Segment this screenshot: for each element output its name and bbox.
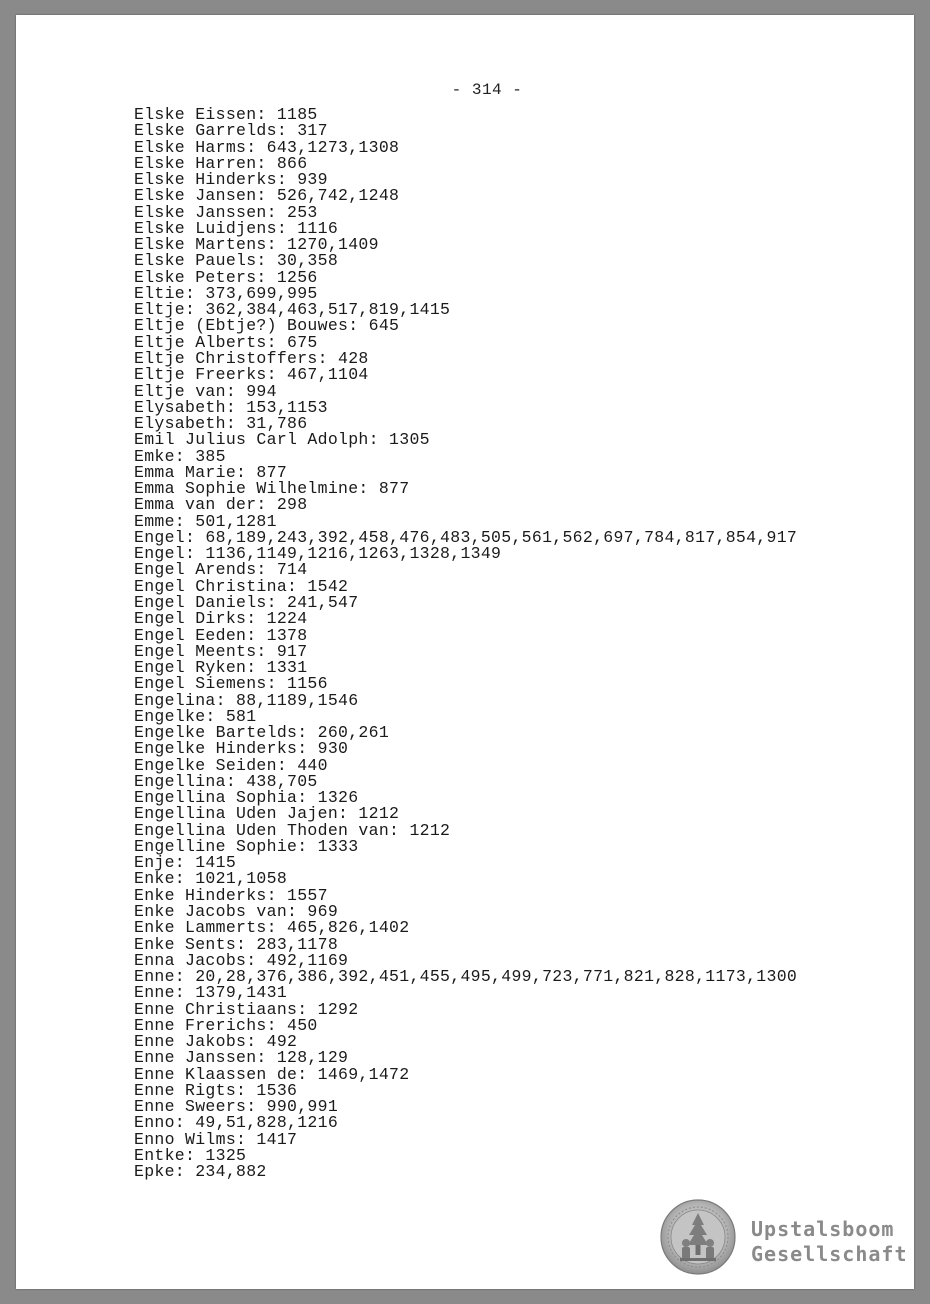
index-entry: Enje: 1415: [134, 853, 237, 873]
index-entry: Enno Wilms: 1417: [134, 1129, 298, 1149]
index-entry: Emke: 385: [134, 446, 226, 466]
index-entry: Eltje: 362,384,463,517,819,1415: [134, 300, 451, 320]
index-entry: Emma Marie: 877: [134, 462, 288, 482]
index-entry: Enne Rigts: 1536: [134, 1080, 298, 1100]
index-entry: Eltje van: 994: [134, 381, 277, 401]
index-entry: Epke: 234,882: [134, 1162, 267, 1182]
index-entry: Enne: 1379,1431: [134, 983, 288, 1003]
index-entry: Emma van der: 298: [134, 495, 308, 515]
index-entry: Elske Garrelds: 317: [134, 121, 328, 141]
index-entry: Entke: 1325: [134, 1146, 247, 1165]
index-entry: Enke Lammerts: 465,826,1402: [134, 918, 410, 938]
index-entry: Emil Julius Carl Adolph: 1305: [134, 430, 430, 450]
index-entry: Engel Ryken: 1331: [134, 658, 308, 678]
index-entry: Engellina Uden Jajen: 1212: [134, 804, 400, 824]
index-entry: Elske Harren: 866: [134, 153, 308, 173]
index-entry: Engellina: 438,705: [134, 771, 318, 791]
index-entry: Enne Janssen: 128,129: [134, 1048, 349, 1068]
index-entry: Eltie: 373,699,995: [134, 283, 318, 303]
index-entry: Enne Sweers: 990,991: [134, 1097, 339, 1117]
index-entry: Engel Dirks: 1224: [134, 609, 308, 629]
index-entry: Enke Sents: 283,1178: [134, 934, 339, 954]
index-entry: Engel Christina: 1542: [134, 576, 349, 596]
index-entry: Enne Jakobs: 492: [134, 1032, 298, 1052]
index-entry: Enne Christiaans: 1292: [134, 999, 359, 1019]
index-entry: Engelke Hinderks: 930: [134, 739, 349, 759]
index-entry: Eltje Christoffers: 428: [134, 348, 369, 368]
index-entry: Engellina Uden Thoden van: 1212: [134, 820, 451, 840]
index-entry: Elysabeth: 31,786: [134, 414, 308, 434]
seal-icon: [660, 1199, 736, 1275]
index-entry: Enne Klaassen de: 1469,1472: [134, 1064, 410, 1084]
index-entry: Enne: 20,28,376,386,392,451,455,495,499,723,771,821,828,1173,1300: [134, 967, 798, 987]
index-entry: Engellina Sophia: 1326: [134, 788, 359, 808]
index-entry: Engel Daniels: 241,547: [134, 592, 359, 612]
society-name-line1: Upstalsboom: [751, 1217, 895, 1241]
index-entry: Engel: 1136,1149,1216,1263,1328,1349: [134, 544, 502, 564]
index-entry: Elysabeth: 153,1153: [134, 397, 328, 417]
index-entry: Eltje Freerks: 467,1104: [134, 365, 369, 385]
index-entry: Engelline Sophie: 1333: [134, 836, 359, 856]
index-entry: Elske Harms: 643,1273,1308: [134, 137, 400, 157]
document-page: [16, 15, 914, 1289]
index-entry: Eltje Alberts: 675: [134, 332, 318, 352]
society-name-line2: Gesellschaft: [751, 1242, 908, 1266]
index-entry: Elske Hinderks: 939: [134, 170, 328, 190]
index-entry: Enno: 49,51,828,1216: [134, 1113, 339, 1133]
index-entry: Elske Peters: 1256: [134, 267, 318, 287]
index-entry: Engel: 68,189,243,392,458,476,483,505,561,562,697,784,817,854,917: [134, 527, 798, 547]
index-entry: Engel Siemens: 1156: [134, 674, 328, 694]
index-entry: Elske Janssen: 253: [134, 202, 318, 222]
index-entry: Enke Jacobs van: 969: [134, 902, 339, 922]
society-name: [751, 1217, 908, 1267]
index-entry: Elske Luidjens: 1116: [134, 218, 339, 238]
index-entry: Engelina: 88,1189,1546: [134, 690, 359, 710]
index-entry: Engelke Seiden: 440: [134, 755, 328, 775]
index-entry: Enke: 1021,1058: [134, 869, 288, 889]
index-entry: Engel Arends: 714: [134, 560, 308, 580]
index-entry: Enke Hinderks: 1557: [134, 885, 328, 905]
index-entry: Engelke: 581: [134, 706, 257, 726]
society-logo: [660, 1199, 908, 1277]
index-entry: Eltje (Ebtje?) Bouwes: 645: [134, 316, 400, 336]
index-entry: Engel Meents: 917: [134, 641, 308, 661]
index-entry: Elske Eissen: 1185: [134, 105, 318, 124]
index-entry: Elske Martens: 1270,1409: [134, 235, 379, 255]
page-number: - 314 -: [451, 81, 523, 99]
index-entry: Emma Sophie Wilhelmine: 877: [134, 479, 410, 499]
index-entry: Enna Jacobs: 492,1169: [134, 950, 349, 970]
index-entry: Emme: 501,1281: [134, 511, 277, 531]
index-entry: Enne Frerichs: 450: [134, 1015, 318, 1035]
index-entry: Elske Pauels: 30,358: [134, 251, 339, 271]
name-index-list: [134, 107, 797, 1181]
index-entry: Engelke Bartelds: 260,261: [134, 723, 390, 743]
index-entry: Engel Eeden: 1378: [134, 625, 308, 645]
index-entry: Elske Jansen: 526,742,1248: [134, 186, 400, 206]
